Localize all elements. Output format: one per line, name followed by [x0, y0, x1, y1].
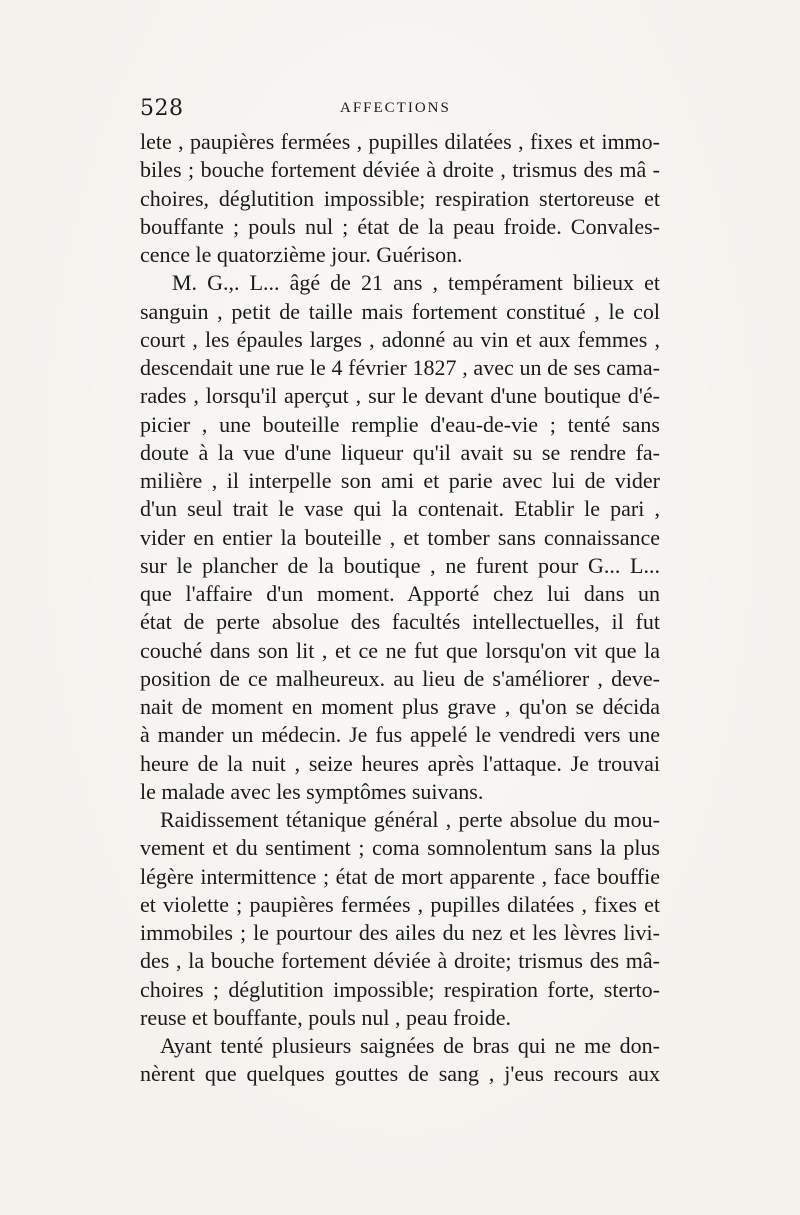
- text-line: que l'affaire d'un moment. Apporté chez lui dans un: [140, 581, 660, 606]
- text-line: d'un seul trait le vase qui la contenait. Etablir le pari ,: [140, 496, 660, 522]
- text-line: position de ce malheureux. au lieu de s'améliorer , deve-: [140, 665, 660, 691]
- text-line: immobiles ; le pourtour des ailes du nez et les lèvres livi-: [140, 920, 660, 945]
- text-line: biles ; bouche fortement déviée à droite , trismus des mâ -: [140, 157, 660, 183]
- text-line: picier , une bouteille remplie d'eau-de-vie ; tenté sans: [140, 411, 660, 437]
- running-head: AFFECTIONS: [340, 100, 451, 116]
- text-line: lete , paupières fermées , pupilles dilatées , fixes et immo-: [140, 129, 660, 154]
- text-line: bouffante ; pouls nul ; état de la peau froide. Convales-: [140, 213, 660, 239]
- text-line: légère intermittence ; état de mort apparente , face bouffie: [140, 863, 660, 889]
- text-line: sur le plancher de la boutique , ne furent pour G... L...: [140, 552, 660, 578]
- page-number: 528: [140, 96, 184, 121]
- text-line: descendait une rue le 4 février 1827 , avec un de ses cama-: [140, 355, 660, 380]
- page-header: [140, 96, 660, 122]
- text-line: cence le quatorzième jour. Guérison.: [140, 242, 463, 267]
- text-line: choires, déglutition impossible; respiration stertoreuse et: [140, 185, 660, 211]
- text-line: M. G.,. L... âgé de 21 ans , tempérament bilieux et: [172, 270, 660, 296]
- text-line: des , la bouche fortement déviée à droite; trismus des mâ-: [140, 948, 660, 974]
- text-line: reuse et bouffante, pouls nul , peau froide.: [140, 1004, 512, 1030]
- text-line: sanguin , petit de taille mais fortement constitué , le col: [140, 298, 660, 324]
- text-line: vement et du sentiment ; coma somnolentum sans la plus: [140, 835, 660, 861]
- text-line: doute à la vue d'une liqueur qu'il avait su se rendre fa-: [140, 439, 660, 465]
- text-line: nèrent que quelques gouttes de sang , j'eus recours aux: [140, 1061, 660, 1087]
- text-line: Ayant tenté plusieurs saignées de bras qui ne me don-: [160, 1033, 660, 1058]
- text-line: couché dans son lit , et ce ne fut que lorsqu'on vit que la: [140, 637, 660, 663]
- text-line: vider en entier la bouteille , et tomber sans connaissance: [140, 524, 660, 550]
- text-line: à mander un médecin. Je fus appelé le vendredi vers une: [140, 722, 660, 748]
- body-text: [140, 128, 660, 1089]
- text-line: court , les épaules larges , adonné au vin et aux femmes ,: [140, 326, 660, 352]
- text-line: milière , il interpelle son ami et parie avec lui de vider: [140, 468, 660, 493]
- text-line: choires ; déglutition impossible; respiration forte, sterto-: [140, 976, 660, 1002]
- text-line: et violette ; paupières fermées , pupilles dilatées , fixes et: [140, 891, 660, 917]
- text-line: nait de moment en moment plus grave , qu'on se décida: [140, 694, 660, 719]
- text-line: le malade avec les symptômes suivans.: [140, 778, 484, 804]
- text-line: heure de la nuit , seize heures après l'attaque. Je trouvai: [140, 750, 660, 776]
- text-line: Raidissement tétanique général , perte absolue du mou-: [160, 807, 660, 832]
- text-line: rades , lorsqu'il aperçut , sur le devant d'une boutique d'é-: [140, 383, 660, 409]
- text-line: état de perte absolue des facultés intellectuelles, il fut: [140, 609, 660, 635]
